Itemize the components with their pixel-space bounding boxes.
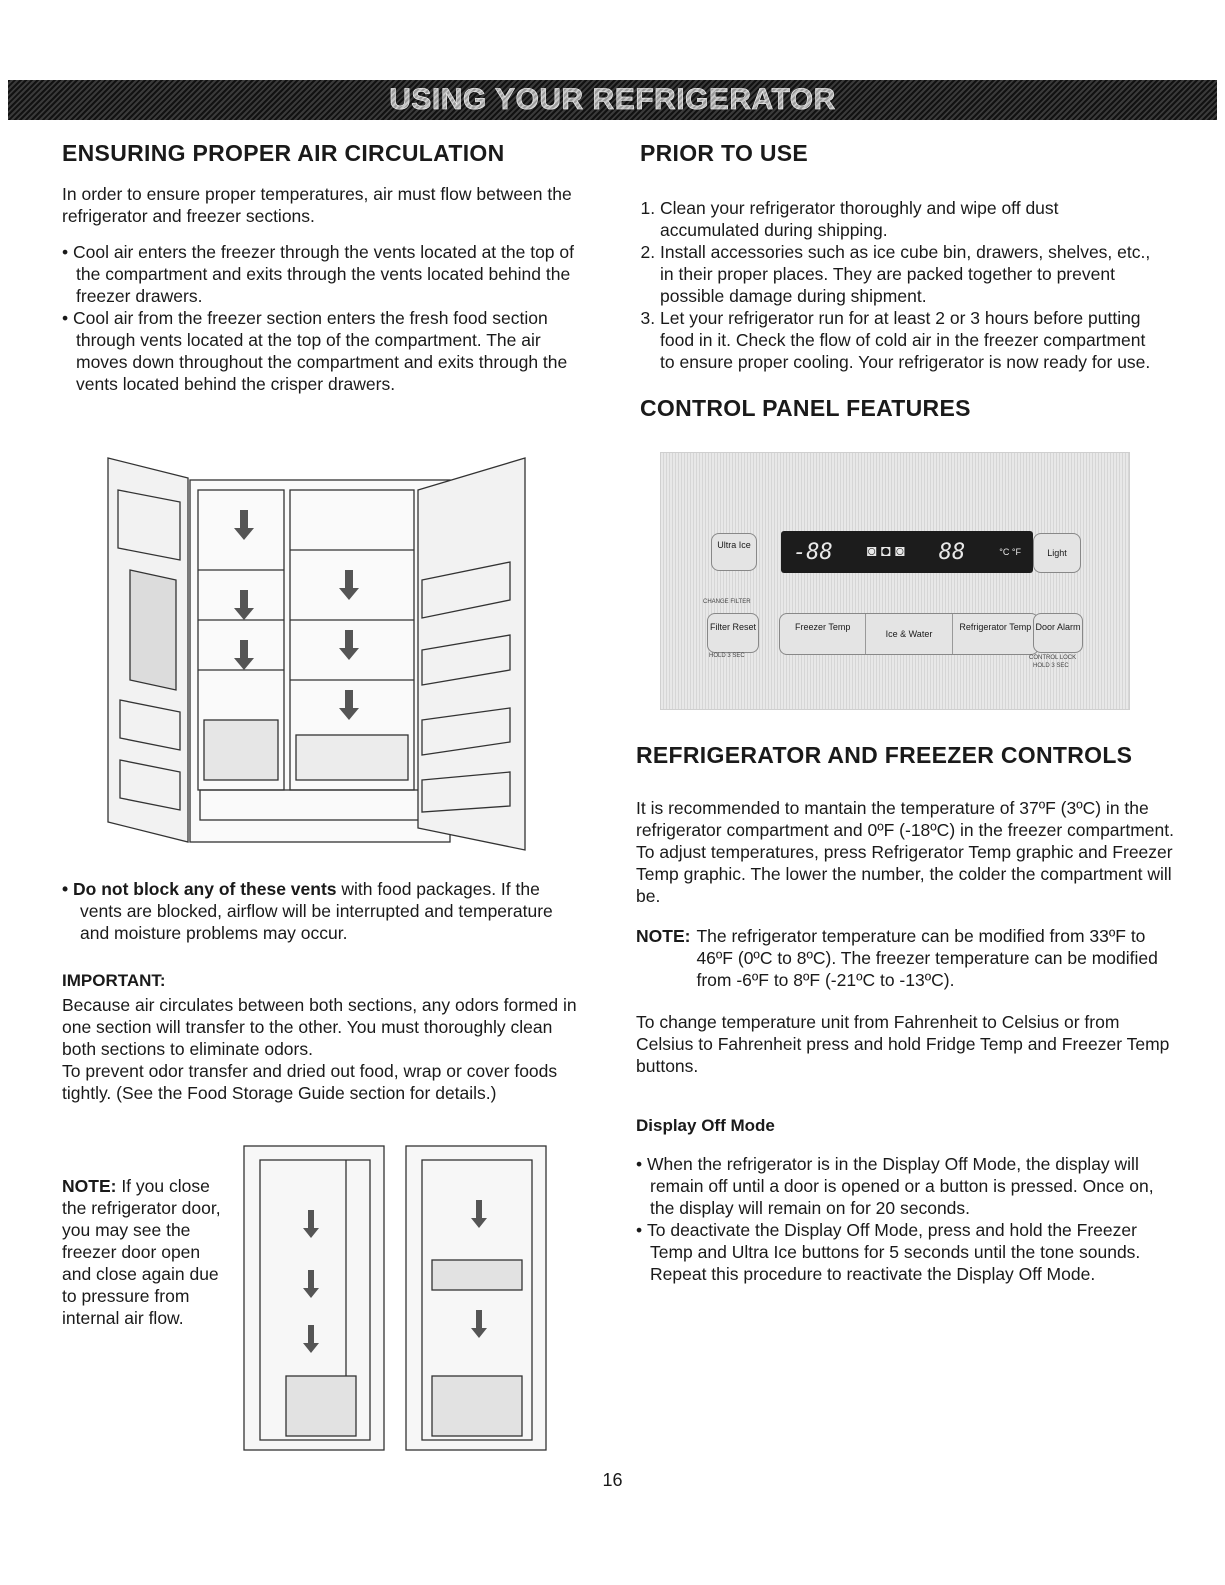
display-status-icons: ◙ ◘ ◙ <box>866 543 905 560</box>
refrigerator-temp-button[interactable]: Refrigerator Temp <box>959 622 1032 632</box>
display-off-bullet-2: • To deactivate the Display Off Mode, press and hold the Freezer Temp and Ultra Ice buttons for 5 seconds until the tone sounds. Repeat this procedure to reactivate the Display Off Mode. <box>636 1219 1176 1285</box>
controls-section <box>636 742 1176 1285</box>
controls-paragraph: It is recommended to mantain the temperature of 37ºF (3ºC) in the refrigerator compartment and 0ºF (-18ºC) in the freezer compartment. To adjust temperatures, press Refrigerator Temp graphic and Freezer Temp graphic. The lower the number, the colder the compartment will be. <box>636 798 1174 906</box>
controls-note-text: The refrigerator temperature can be modified from 33ºF to 46ºF (0ºC to 8ºC). The freezer temperature can be modified from -6ºF to 8ºF (-21ºC to -13ºC). <box>696 926 1158 990</box>
compartment-airflow-illustration <box>236 1140 566 1458</box>
prior-to-use-section <box>640 140 1160 422</box>
vent-warning-bold: Do not block any of these vents <box>73 879 337 899</box>
prior-steps <box>640 197 1160 373</box>
door-alarm-button[interactable]: Door Alarm <box>1033 613 1083 653</box>
air-bullet-2: • Cool air from the freezer section enters the fresh food section through vents located at the top of the compartment. The air moves down throughout the compartment and exits through the vents located behind the crisper drawers. <box>62 307 582 395</box>
door-note-text <box>62 1175 222 1329</box>
display-off-bullets <box>636 1153 1176 1285</box>
door-note <box>62 1175 222 1329</box>
freezer-temp-button[interactable]: Freezer Temp <box>780 614 866 654</box>
ultra-ice-button[interactable]: Ultra Ice <box>711 533 757 571</box>
filter-reset-button[interactable]: Filter Reset <box>707 613 759 653</box>
door-note-label: NOTE: <box>62 1176 117 1196</box>
hold-3sec-left-label: HOLD 3 SEC <box>709 653 745 659</box>
unit-change-paragraph: To change temperature unit from Fahrenheit to Celsius or from Celsius to Fahrenheit press and hold Fridge Temp and Freezer Temp buttons. <box>636 1012 1170 1076</box>
page-banner <box>8 80 1217 120</box>
light-button[interactable]: Light <box>1033 533 1081 573</box>
change-filter-label: CHANGE FILTER <box>703 599 751 605</box>
prior-heading: PRIOR TO USE <box>640 140 809 166</box>
prior-step-1: 1. Clean your refrigerator thoroughly and wipe off dust accumulated during shipping. <box>660 197 1160 241</box>
important-text-1: Because air circulates between both sections, any odors formed in one section will transfer to the other. You must thoroughly clean both sections to eliminate odors. <box>62 995 577 1059</box>
controls-note <box>636 925 1176 991</box>
hold-3sec-right-label: HOLD 3 SEC <box>1033 663 1069 669</box>
vent-warning: • Do not block any of these vents with food packages. If the vents are blocked, airflow will be interrupted and temperature and moisture problems may occur. <box>62 879 553 943</box>
fridge-airflow-illustration <box>100 450 540 862</box>
air-intro: In order to ensure proper temperatures, air must flow between the refrigerator and freezer sections. <box>62 184 572 226</box>
freezer-readout: -88 <box>793 539 833 565</box>
important-label: IMPORTANT: <box>62 971 166 990</box>
control-panel-heading: CONTROL PANEL FEATURES <box>640 395 971 421</box>
air-circulation-heading: ENSURING PROPER AIR CIRCULATION <box>62 140 505 166</box>
display-units: °C °F <box>999 547 1021 557</box>
ice-water-button[interactable]: Ice & Water <box>866 614 952 654</box>
important-text-2: To prevent odor transfer and dried out food, wrap or cover foods tightly. (See the Food Storage Guide section for details.) <box>62 1061 558 1103</box>
air-bullet-1: • Cool air enters the freezer through the vents located at the top of the compartment and exits through the vents located behind the freezer drawers. <box>62 241 582 307</box>
page-number: 16 <box>602 1470 623 1490</box>
control-panel-graphic <box>660 452 1130 710</box>
temperature-display <box>781 531 1033 573</box>
display-off-heading: Display Off Mode <box>636 1116 775 1135</box>
controls-note-label: NOTE: <box>636 926 691 946</box>
prior-step-2: 2. Install accessories such as ice cube bin, drawers, shelves, etc., in their proper places. They are packed together to prevent possible damage during shipment. <box>660 241 1160 307</box>
air-circulation-section <box>62 140 582 395</box>
door-note-body: If you close the refrigerator door, you may see the freezer door open and close again due to pressure from internal air flow. <box>62 1176 221 1328</box>
display-off-bullet-1: • When the refrigerator is in the Display Off Mode, the display will remain off until a door is opened or a button is pressed. Once on, the display will remain on for 20 seconds. <box>636 1153 1176 1219</box>
controls-heading: REFRIGERATOR AND FREEZER CONTROLS <box>636 742 1133 768</box>
vent-warning-rest: with food packages. If the vents are blocked, airflow will be interrupted and temperature and moisture problems may occur. <box>80 879 553 943</box>
fridge-readout: 88 <box>938 539 966 565</box>
control-lock-label: CONTROL LOCK <box>1029 655 1077 661</box>
air-bullets <box>62 241 582 395</box>
banner-title: USING YOUR REFRIGERATOR <box>389 83 836 116</box>
prior-step-3: 3. Let your refrigerator run for at least 2 or 3 hours before putting food in it. Check the flow of cold air in the freezer compartment to ensure proper cooling. Your refrigerator is now ready for use. <box>660 307 1160 373</box>
vent-warning-section <box>62 878 582 1104</box>
main-control-buttons <box>779 613 1039 655</box>
